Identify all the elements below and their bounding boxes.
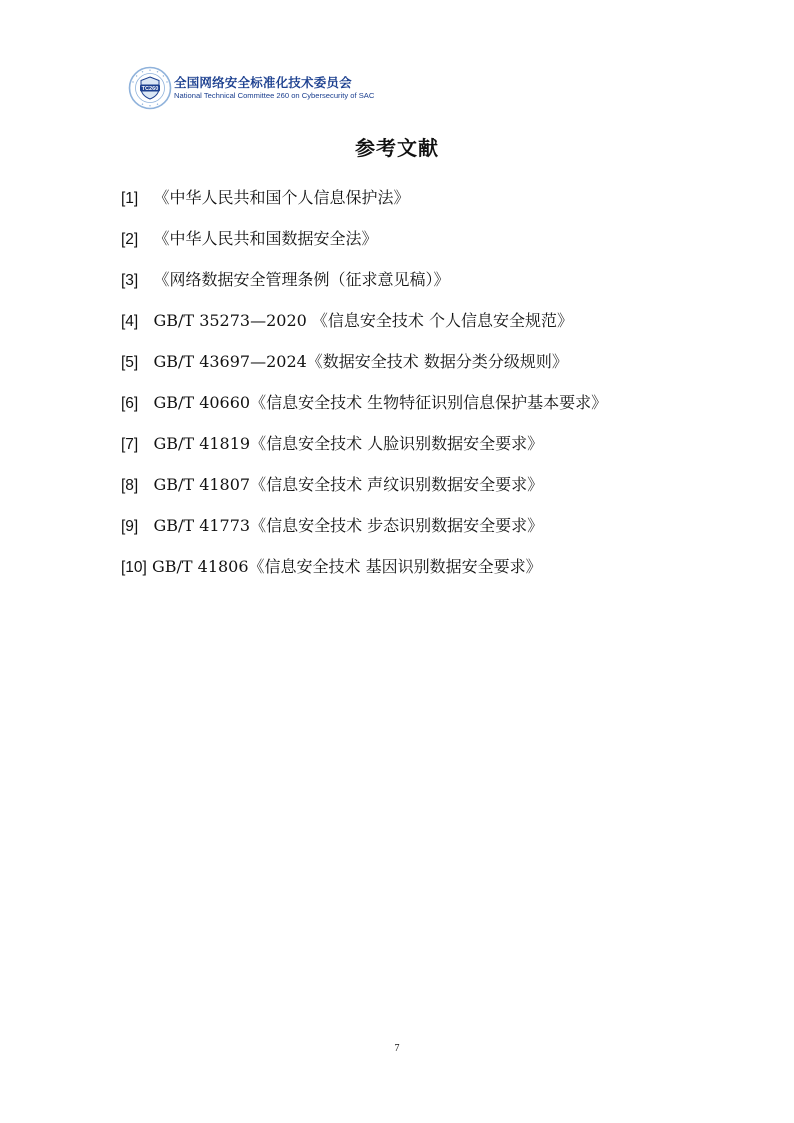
reference-item [121, 307, 721, 348]
reference-number: [10] [121, 559, 147, 576]
reference-text: GB/T 41773《信息安全技术 步态识别数据安全要求》 [153, 516, 544, 535]
org-name-en: National Technical Committee 260 on Cybersecurity of SAC [174, 91, 375, 100]
reference-text: 《中华人民共和国个人信息保护法》 [153, 188, 410, 207]
reference-item [121, 553, 721, 594]
logo-label: TC260 [141, 86, 159, 92]
reference-item [121, 471, 721, 512]
reference-text: GB/T 41806《信息安全技术 基因识别数据安全要求》 [151, 557, 542, 576]
reference-item [121, 225, 721, 266]
reference-number: [5] [121, 354, 139, 371]
reference-text: GB/T 43697—2024《数据安全技术 数据分类分级规则》 [153, 352, 568, 371]
reference-number: [6] [121, 395, 139, 412]
reference-text: GB/T 35273—2020 《信息安全技术 个人信息安全规范》 [153, 311, 573, 330]
reference-number: [9] [121, 518, 139, 535]
section-title: 参考文献 [355, 136, 439, 160]
reference-text: 《网络数据安全管理条例（征求意见稿）》 [153, 270, 450, 289]
reference-list [121, 184, 721, 594]
organization-name [174, 75, 374, 101]
page-header [128, 66, 374, 110]
reference-number: [4] [121, 313, 139, 330]
reference-number: [2] [121, 231, 139, 248]
reference-item [121, 184, 721, 225]
reference-text: 《中华人民共和国数据安全法》 [153, 229, 378, 248]
reference-number: [8] [121, 477, 139, 494]
reference-item [121, 430, 721, 471]
reference-number: [1] [121, 190, 139, 207]
reference-text: GB/T 40660《信息安全技术 生物特征识别信息保护基本要求》 [153, 393, 608, 412]
reference-item [121, 512, 721, 553]
reference-number: [3] [121, 272, 139, 289]
reference-text: GB/T 41819《信息安全技术 人脸识别数据安全要求》 [153, 434, 544, 453]
org-name-cn: 全国网络安全标准化技术委员会 [174, 75, 352, 90]
page-number: 7 [394, 1043, 400, 1054]
reference-item [121, 389, 721, 430]
reference-item [121, 348, 721, 389]
reference-number: [7] [121, 436, 139, 453]
reference-text: GB/T 41807《信息安全技术 声纹识别数据安全要求》 [153, 475, 544, 494]
tc260-logo-icon [128, 66, 172, 110]
reference-item [121, 266, 721, 307]
